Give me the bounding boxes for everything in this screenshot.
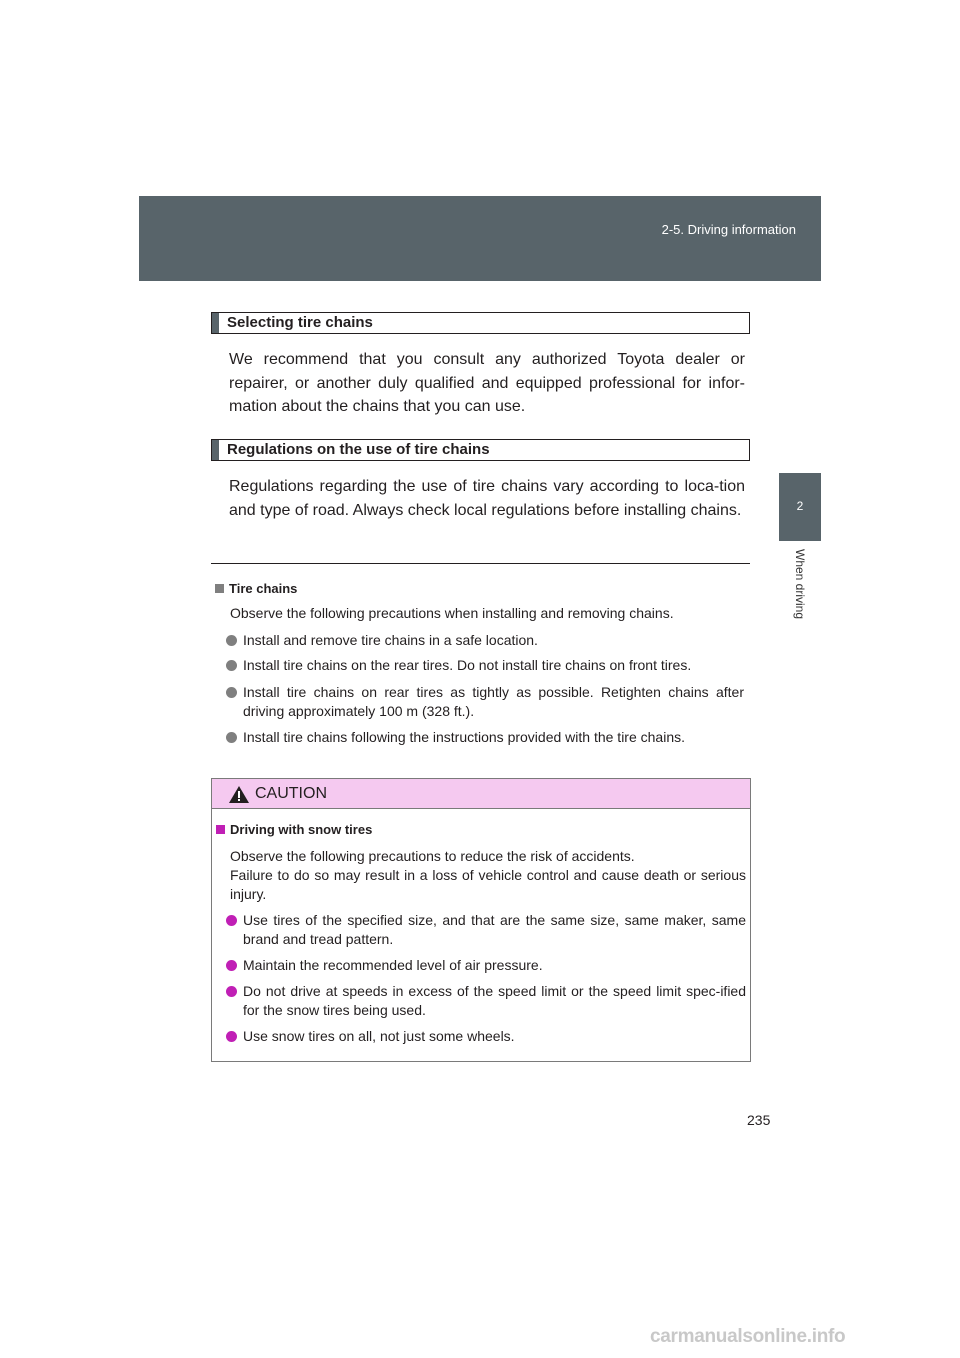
section-heading-title: Regulations on the use of tire chains bbox=[227, 441, 490, 458]
section-body: Regulations regarding the use of tire chains vary according to loca-tion and type of road. Always check local regulations before installing chains. bbox=[229, 478, 745, 519]
note-intro: Observe the following precautions when installing and removing chains. bbox=[230, 605, 674, 621]
list-item: Install and remove tire chains in a safe location. bbox=[226, 631, 744, 650]
divider bbox=[211, 563, 750, 564]
caution-list-item: Use snow tires on all, not just some wheels. bbox=[226, 1027, 746, 1046]
caution-list-item: Do not drive at speeds in excess of the speed limit or the speed limit spec-ified for the snow tires being used. bbox=[226, 982, 746, 1020]
bullet-icon bbox=[226, 986, 237, 997]
bullet-icon bbox=[226, 1031, 237, 1042]
bullet-icon bbox=[226, 915, 237, 926]
list-item: Install tire chains on the rear tires. Do not install tire chains on front tires. bbox=[226, 656, 744, 675]
section-heading-selecting bbox=[211, 312, 750, 334]
caution-header bbox=[212, 779, 750, 809]
bullet-icon bbox=[226, 660, 237, 671]
square-bullet-icon bbox=[216, 825, 225, 834]
caution-label: CAUTION bbox=[255, 785, 327, 802]
page-number: 235 bbox=[747, 1112, 771, 1128]
caution-list-item: Use tires of the specified size, and that are the same size, same maker, same brand and tread pattern. bbox=[226, 911, 746, 949]
caution-warning: Failure to do so may result in a loss of vehicle control and cause death or serious injury. bbox=[230, 867, 746, 902]
warning-icon bbox=[228, 785, 250, 804]
bullet-icon bbox=[226, 687, 237, 698]
caution-list-item: Maintain the recommended level of air pressure. bbox=[226, 956, 746, 975]
section-heading-regulations bbox=[211, 439, 750, 461]
section-heading-marker bbox=[212, 440, 219, 460]
caution-box bbox=[211, 778, 751, 1062]
list-item: Install tire chains following the instructions provided with the tire chains. bbox=[226, 728, 744, 747]
chapter-tab-number[interactable]: 2 bbox=[779, 473, 821, 541]
square-bullet-icon bbox=[215, 584, 224, 593]
watermark: carmanualsonline.info bbox=[650, 1326, 846, 1347]
list-item: Install tire chains on rear tires as tightly as possible. Retighten chains after driving approximately 100 m (328 ft.). bbox=[226, 683, 744, 721]
chapter-tab-label[interactable] bbox=[779, 541, 821, 641]
caution-intro: Observe the following precautions to reduce the risk of accidents. bbox=[230, 848, 635, 864]
section-heading-title: Selecting tire chains bbox=[227, 314, 373, 331]
bullet-icon bbox=[226, 635, 237, 646]
section-body: We recommend that you consult any authorized Toyota dealer or repairer, or another duly qualified and equipped professional for infor-mation about the chains that you can use. bbox=[229, 351, 745, 415]
breadcrumb: 2-5. Driving information bbox=[661, 222, 796, 237]
note-title: Tire chains bbox=[215, 581, 297, 596]
bullet-icon bbox=[226, 960, 237, 971]
section-heading-marker bbox=[212, 313, 219, 333]
bullet-icon bbox=[226, 732, 237, 743]
caution-title: Driving with snow tires bbox=[216, 822, 372, 837]
header-band bbox=[139, 196, 821, 281]
chapter-tab-label-text: When driving bbox=[793, 549, 807, 620]
